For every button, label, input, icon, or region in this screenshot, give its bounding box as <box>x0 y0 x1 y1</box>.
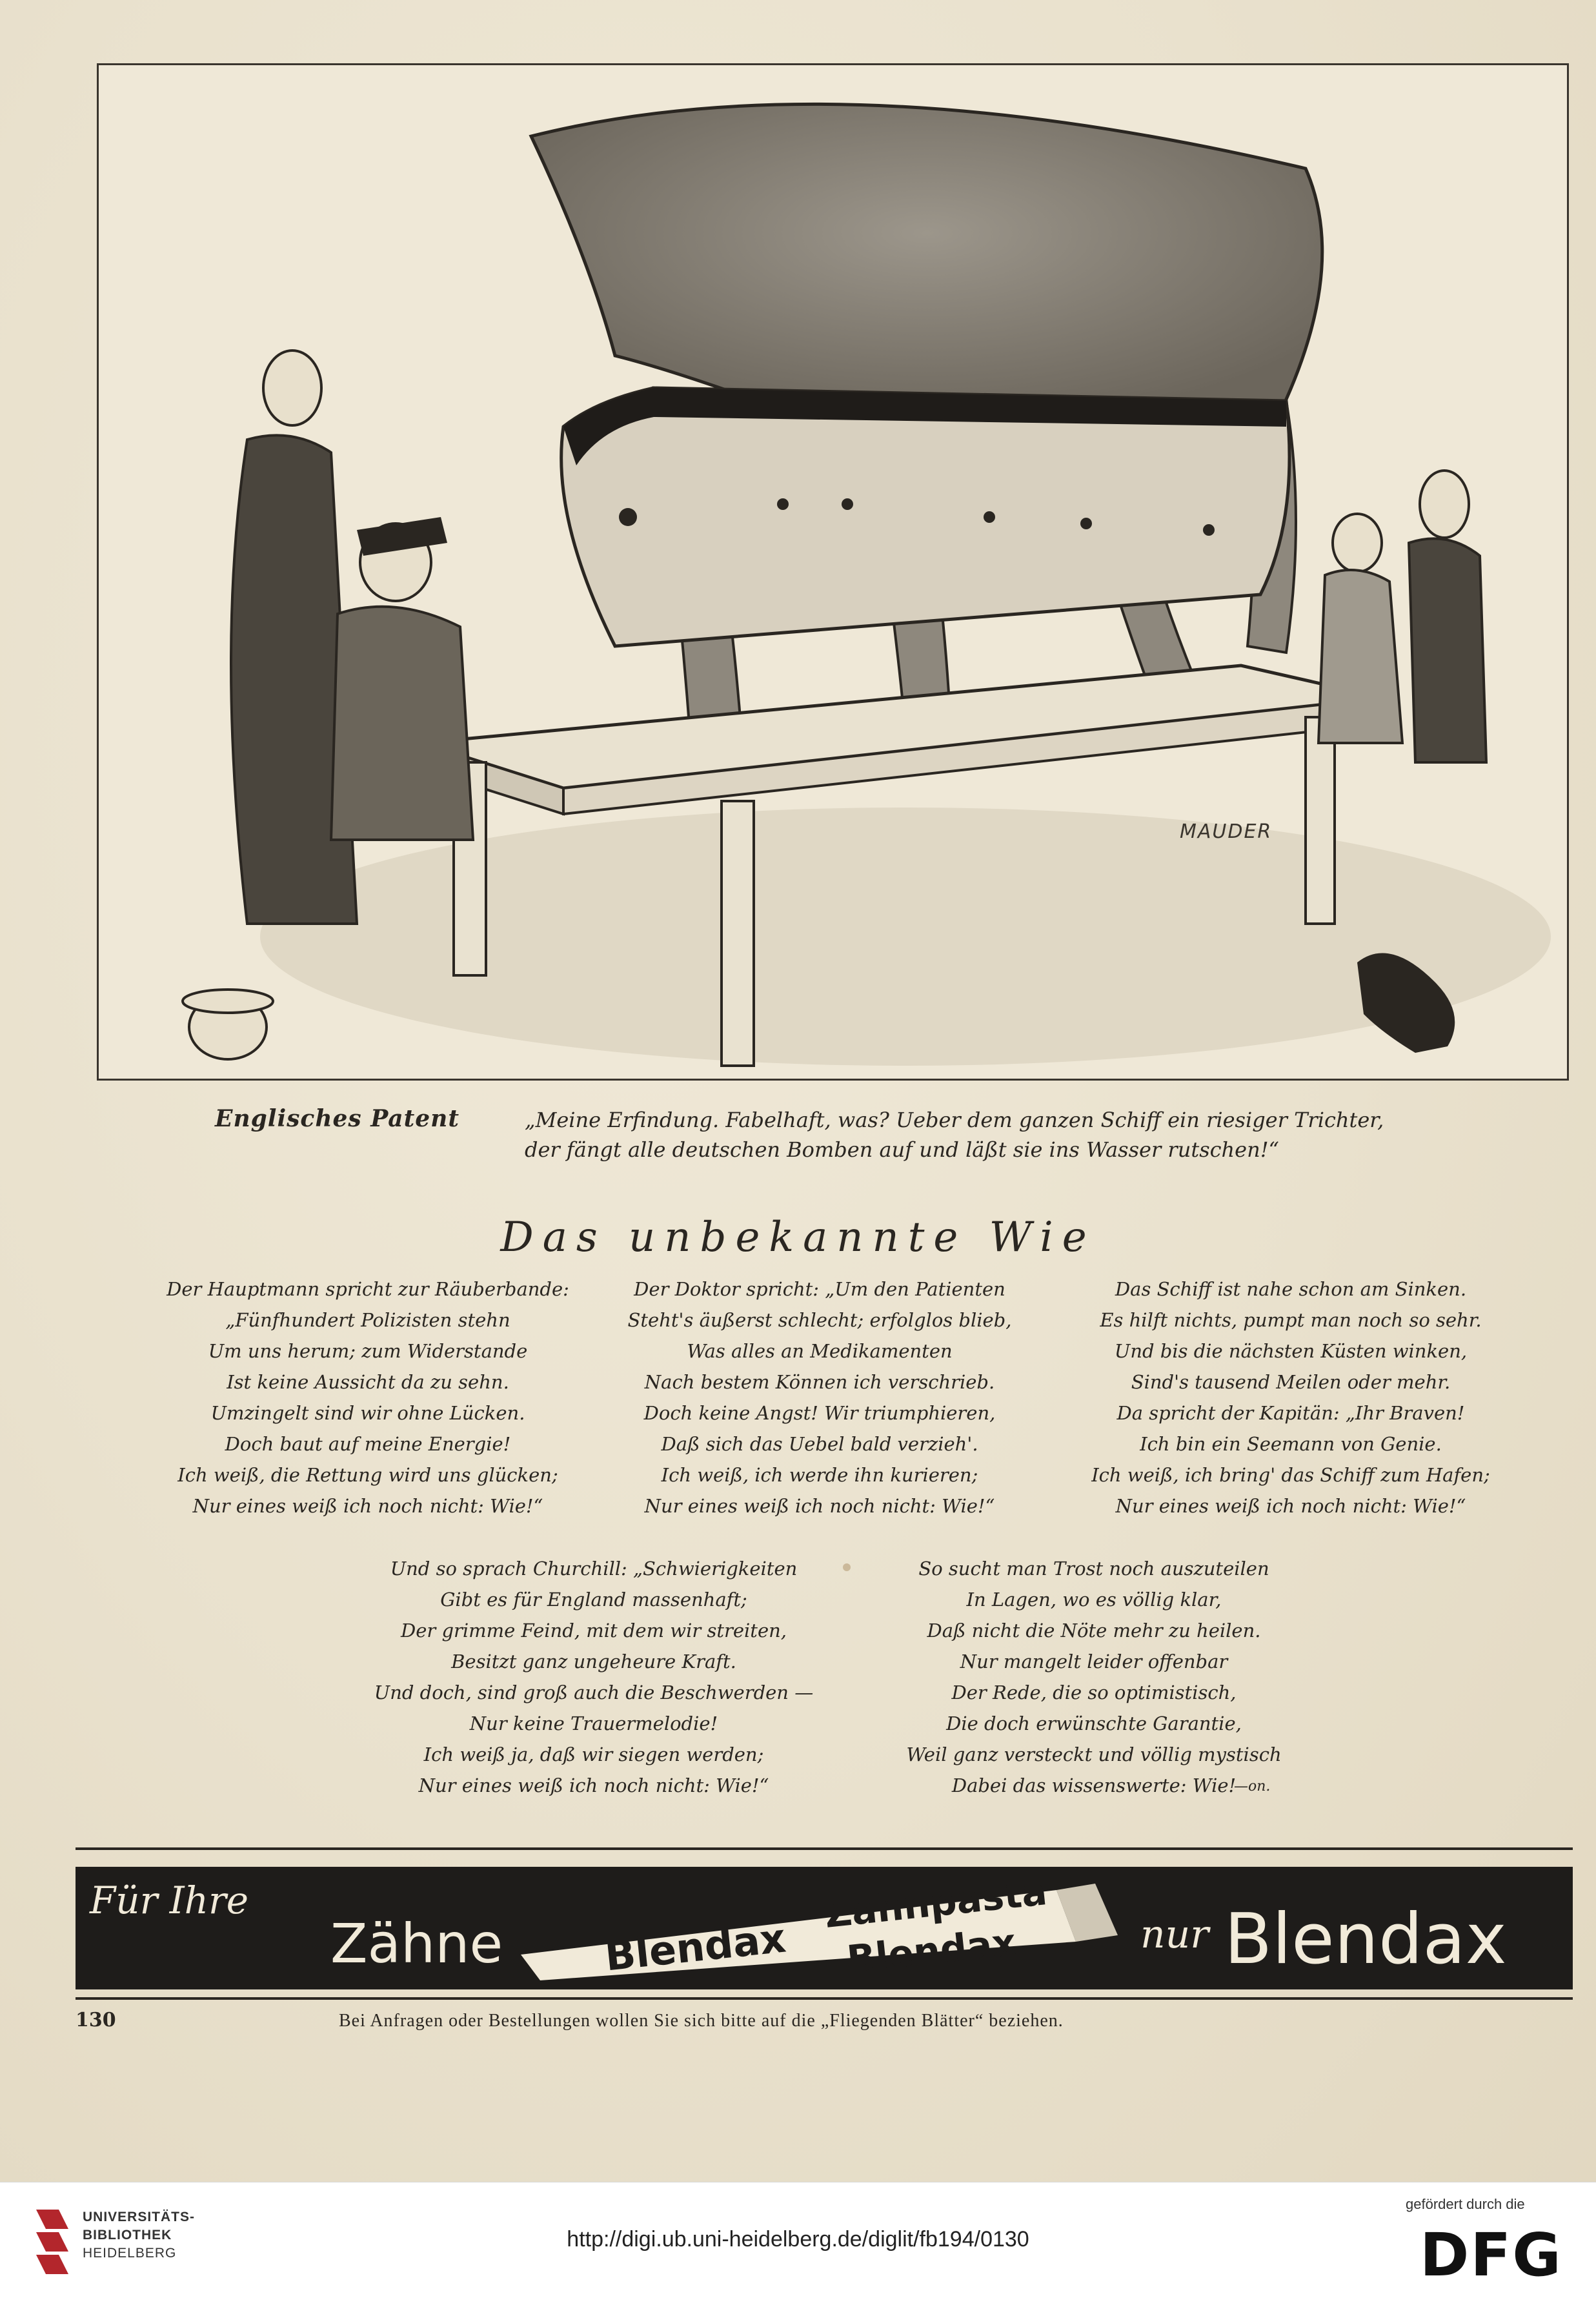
poem-line: Nur eines weiß ich noch nicht: Wie!“ <box>192 1495 543 1517</box>
poem-line: Der Doktor spricht: „Um den Patienten <box>634 1278 1005 1300</box>
ad-brand: Blendax <box>1224 1899 1507 1980</box>
ad-only: nur <box>1140 1912 1209 1957</box>
poem-line: Gibt es für England massenhaft; <box>440 1589 747 1611</box>
poem-line: Der Rede, die so optimistisch, <box>951 1682 1237 1703</box>
poem-line: Nur eines weiß ich noch nicht: Wie!“ <box>644 1495 995 1517</box>
poem-stanza-1 <box>145 1274 591 1521</box>
ad-rule-top <box>76 1847 1573 1850</box>
poem-line: Das Schiff ist nahe schon am Sinken. <box>1115 1278 1467 1300</box>
poem-line: Und doch, sind groß auch die Beschwerden — <box>374 1682 814 1703</box>
cartoon-illustration <box>97 63 1569 1081</box>
poem-line: Ist keine Aussicht da zu sehn. <box>227 1371 509 1393</box>
blendax-advertisement <box>76 1867 1573 1989</box>
ad-tube-brand-2: Blendax <box>845 1920 1018 1982</box>
cartoon-signature: MAUDER <box>1180 820 1273 843</box>
poem-line: Die doch erwünschte Garantie, <box>946 1713 1242 1734</box>
onlooker-2 <box>1409 538 1486 762</box>
funder-label: gefördert durch die <box>1406 2196 1525 2212</box>
dfg-logo[interactable]: DFG <box>1420 2221 1562 2290</box>
poem-line: Ich weiß, die Rettung wird uns glücken; <box>177 1464 558 1486</box>
poem-line: Besitzt ganz ungeheure Kraft. <box>451 1651 736 1673</box>
institution-name-line-3: HEIDELBERG <box>83 2246 177 2261</box>
poem-line: Doch baut auf meine Energie! <box>225 1433 511 1455</box>
poem-line: Nur keine Trauermelodie! <box>469 1713 718 1734</box>
institution-name-line-1: UNIVERSITÄTS- <box>83 2210 196 2224</box>
ad-tube-brand: Blendax <box>602 1914 788 1980</box>
poem-line: Doch keine Angst! Wir triumphieren, <box>643 1402 996 1424</box>
caption-title: Englisches Patent <box>215 1105 460 1132</box>
poem-stanza-3 <box>1049 1274 1533 1521</box>
poem-line: Und bis die nächsten Küsten winken, <box>1114 1340 1468 1362</box>
cartoon-drawing <box>99 65 1567 1079</box>
ad-word: Zähne <box>330 1912 503 1975</box>
poem-line: Nur eines weiß ich noch nicht: Wie!“ <box>418 1774 769 1796</box>
poem-line: In Lagen, wo es völlig klar, <box>966 1589 1222 1611</box>
poem-line: Nur eines weiß ich noch nicht: Wie!“ <box>1115 1495 1466 1517</box>
poem-line: Ich weiß, ich bring' das Schiff zum Hafen; <box>1091 1464 1490 1486</box>
poem-title: Das unbekannte Wie <box>500 1214 1096 1261</box>
poem-signature: —on. <box>1234 1778 1271 1795</box>
onlooker-1 <box>1318 570 1402 743</box>
caption-text <box>525 1105 1441 1164</box>
poem-line: Ich bin ein Seemann von Genie. <box>1140 1433 1442 1455</box>
permalink-url[interactable]: http://digi.ub.uni-heidelberg.de/diglit/fb194/0130 <box>567 2227 1029 2252</box>
ad-rule-bottom <box>76 1997 1573 2000</box>
poem-line: Nur mangelt leider offenbar <box>960 1651 1228 1673</box>
poem-line: Es hilft nichts, pumpt man noch so sehr. <box>1100 1309 1482 1331</box>
poem-line: „Fünfhundert Polizisten stehn <box>225 1309 510 1331</box>
ship-hull <box>561 388 1289 646</box>
poem-line: Daß nicht die Nöte mehr zu heilen. <box>927 1620 1261 1642</box>
poem-line: Und so sprach Churchill: „Schwierigkeiten <box>390 1558 798 1580</box>
poem-line: Weil ganz versteckt und völlig mystisch <box>906 1744 1282 1765</box>
porthole <box>619 508 637 526</box>
ad-tube-product: Zahnpasta <box>822 1869 1049 1937</box>
poem-line: Um uns herum; zum Widerstande <box>208 1340 528 1362</box>
giant-funnel <box>531 104 1322 427</box>
footer-note: Bei Anfragen oder Bestellungen wollen Sie sich bitte auf die „Fliegenden Blätter“ beziehen. <box>339 2011 1064 2031</box>
poem-line: Umzingelt sind wir ohne Lücken. <box>210 1402 525 1424</box>
caption-line: „Meine Erfindung. Fabelhaft, was? Ueber dem ganzen Schiff ein riesiger Trichter, <box>525 1108 1384 1132</box>
poem-stanza-4 <box>342 1553 845 1801</box>
poem-stanza-2 <box>584 1274 1055 1521</box>
poem-line: Nach bestem Können ich verschrieb. <box>644 1371 995 1393</box>
poem-line: Steht's äußerst schlecht; erfolglos blieb, <box>627 1309 1012 1331</box>
officer-body <box>331 607 473 840</box>
poem-line: Da spricht der Kapitän: „Ihr Braven! <box>1116 1402 1465 1424</box>
page-number: 130 <box>76 2009 116 2031</box>
poem-line: Der Hauptmann spricht zur Räuberbande: <box>167 1278 569 1300</box>
institution-name-line-2: BIBLIOTHEK <box>83 2228 172 2242</box>
poem-line: Der grimme Feind, mit dem wir streiten, <box>400 1620 787 1642</box>
poem-line: Ich weiß, ich werde ihn kurieren; <box>661 1464 978 1486</box>
poem-line: Sind's tausend Meilen oder mehr. <box>1131 1371 1451 1393</box>
poem-line: Dabei das wissenswerte: Wie! <box>951 1774 1237 1796</box>
inventor-head <box>263 351 321 425</box>
poem-line: Ich weiß ja, daß wir siegen werden; <box>423 1744 764 1765</box>
poem-line: So sucht man Trost noch auszuteilen <box>918 1558 1269 1580</box>
poem-stanza-5 <box>839 1553 1349 1801</box>
ad-prefix: Für Ihre <box>90 1878 249 1922</box>
poem-line: Daß sich das Uebel bald verzieh'. <box>661 1433 978 1455</box>
caption-line: der fängt alle deutschen Bomben auf und läßt sie ins Wasser rutschen!“ <box>525 1137 1279 1162</box>
poem-line: Was alles an Medikamenten <box>687 1340 953 1362</box>
